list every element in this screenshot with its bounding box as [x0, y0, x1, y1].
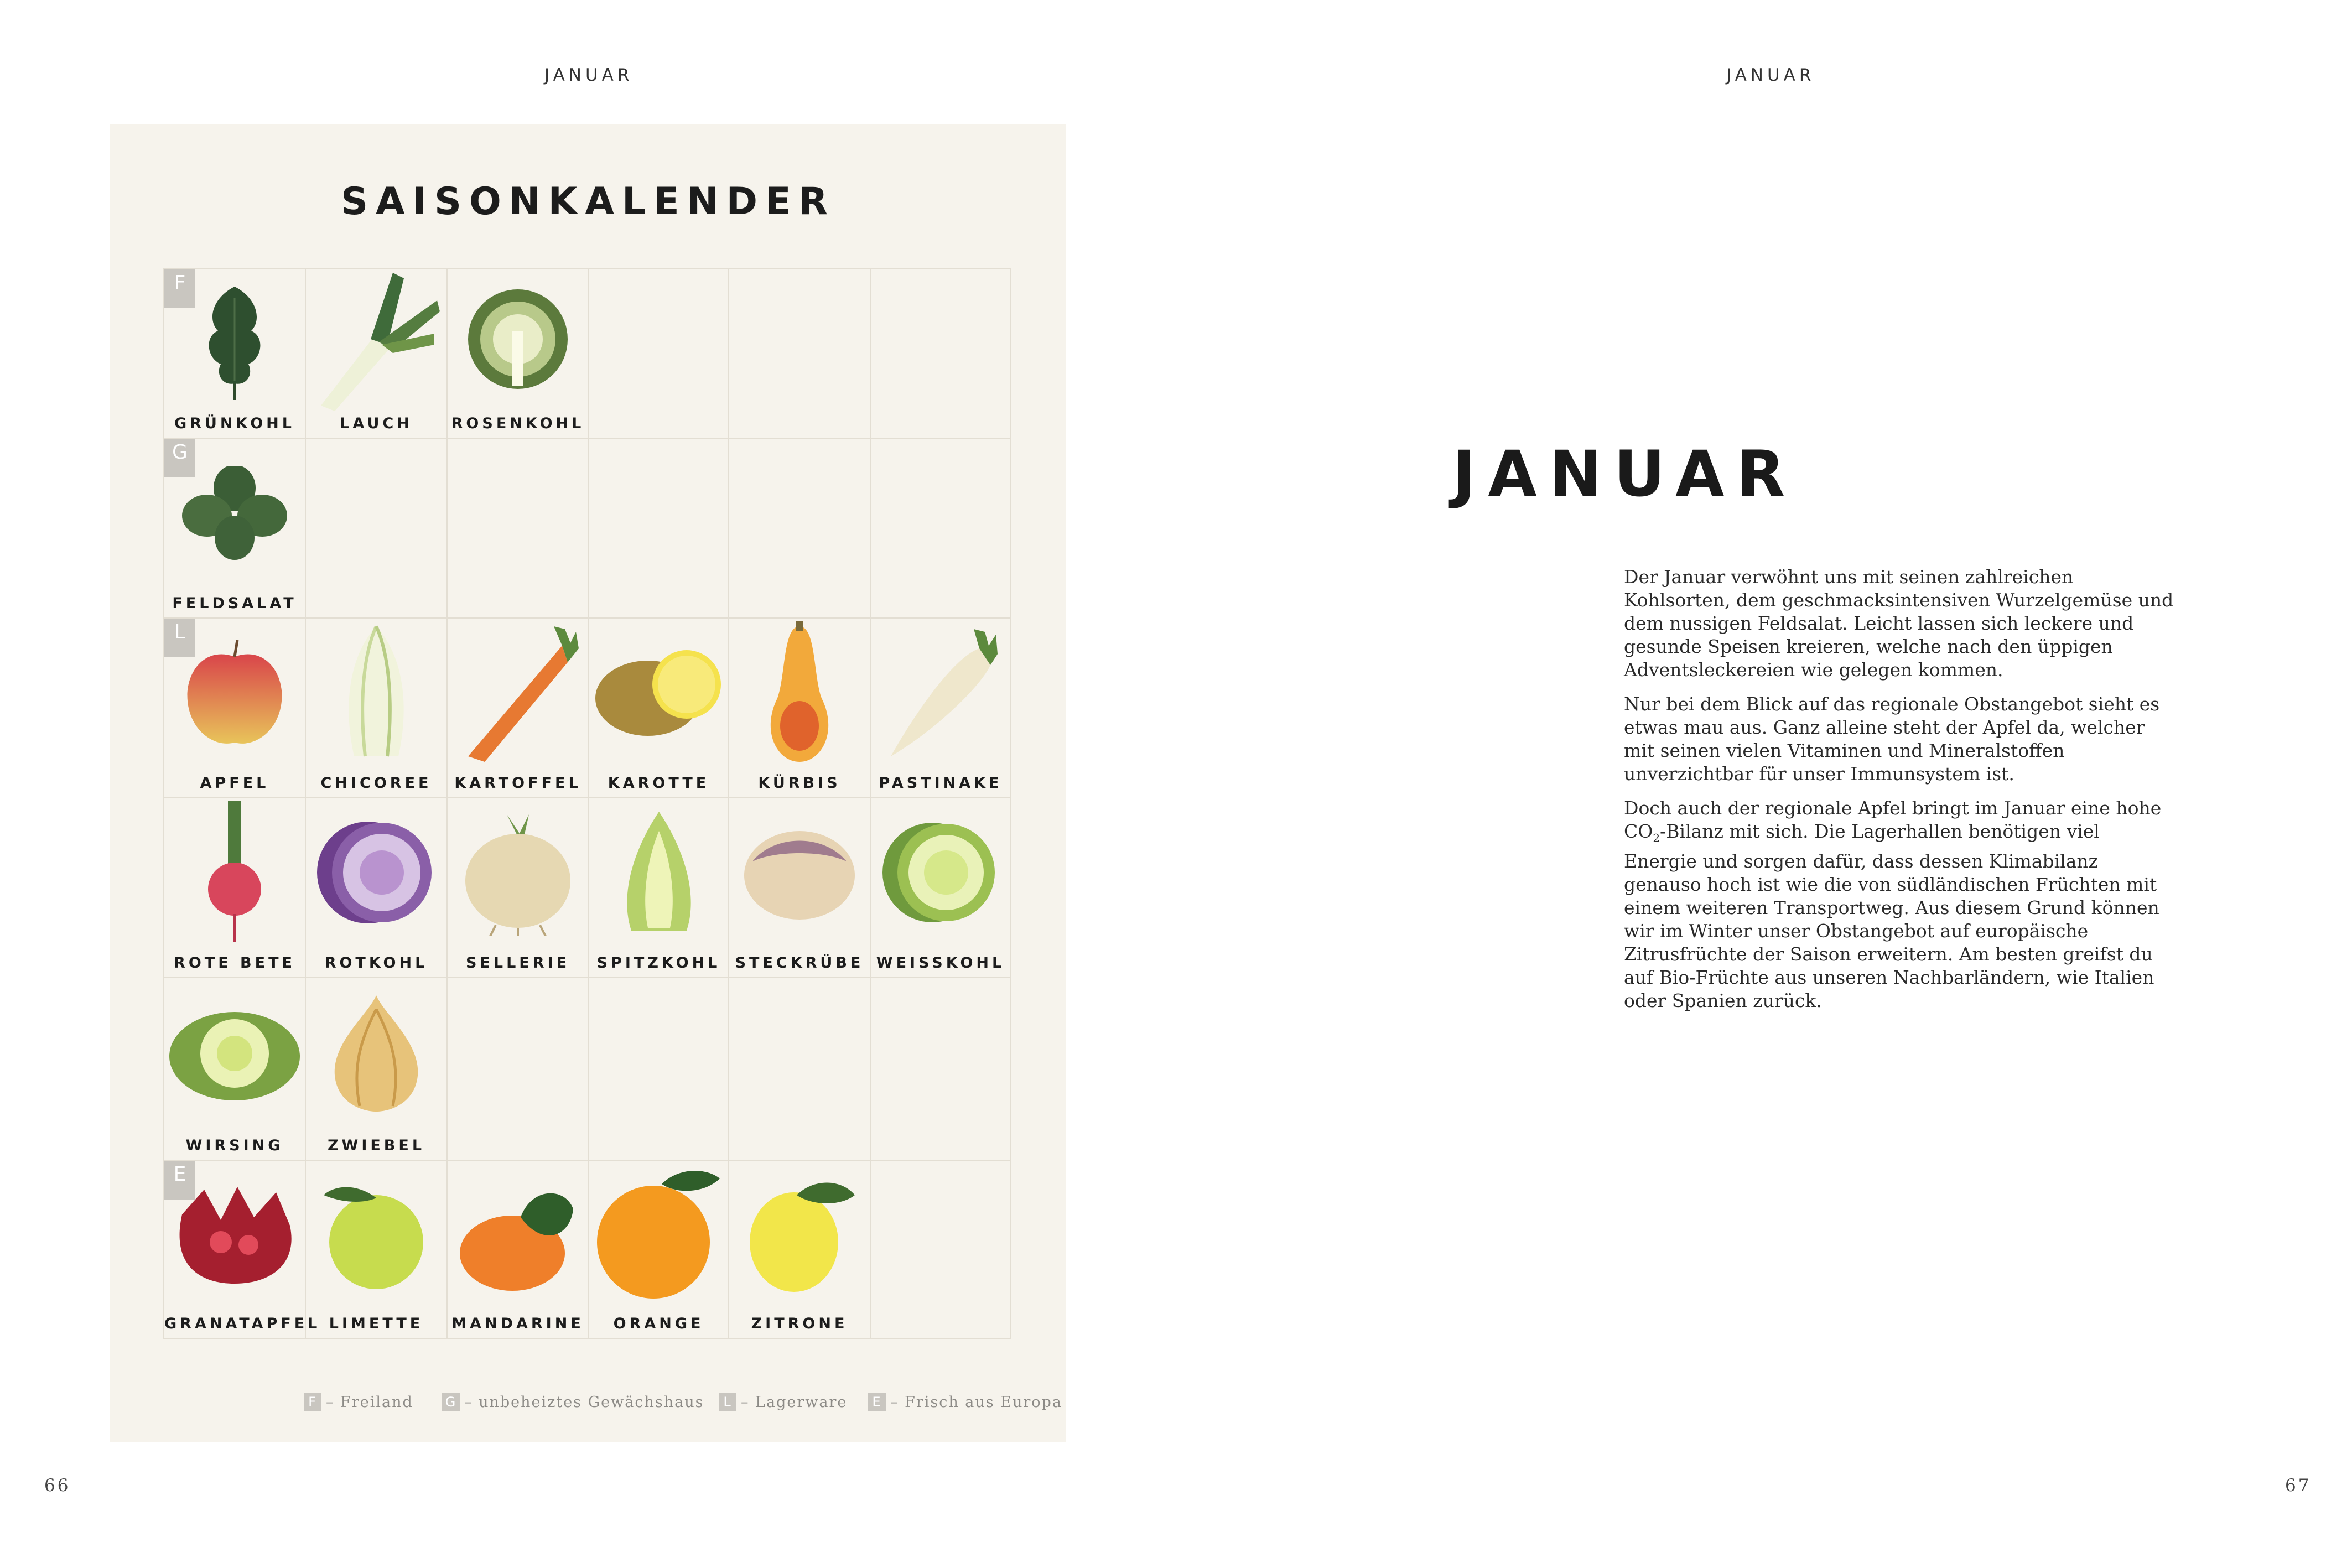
calendar-cell-feldsalat [163, 439, 305, 617]
produce-label: ZITRONE [751, 1315, 848, 1332]
calendar-grid [163, 268, 1011, 1339]
lime-icon [321, 1176, 432, 1294]
body-paragraph [1624, 797, 2177, 1013]
legend-item-lagerware [719, 1393, 847, 1411]
produce-label: KARTOFFEL [454, 775, 581, 792]
produce-label: APFEL [200, 775, 269, 792]
legend-badge: E [868, 1393, 886, 1411]
calendar-cell-rotkohl [305, 798, 446, 977]
produce-label: ROSENKOHL [451, 415, 585, 432]
legend-badge: G [442, 1393, 460, 1411]
chapter-body [1624, 565, 2177, 1024]
produce-label: KAROTTE [608, 775, 710, 792]
category-badge-e: E [164, 1161, 195, 1200]
calendar-cell-empty [446, 439, 588, 617]
produce-label: LIMETTE [329, 1315, 424, 1332]
lemon-icon [741, 1173, 858, 1297]
calendar-cell-mandarine [446, 1161, 588, 1338]
calendar-cell-orange [588, 1161, 728, 1338]
legend-text: – Frisch aus Europa [890, 1393, 1062, 1411]
calendar-cell-empty [870, 439, 1011, 617]
legend-text: – unbeheiztes Gewächshaus [464, 1393, 704, 1411]
calendar-cell-empty [870, 269, 1011, 438]
kale-icon [190, 276, 279, 405]
red-cabbage-icon [315, 820, 437, 927]
season-calendar [110, 124, 1066, 1442]
savoy-cabbage-icon [168, 1004, 301, 1105]
calendar-cell-kartoffel [446, 619, 588, 797]
calendar-cell-granatapfel [163, 1161, 321, 1338]
legend-text: – Lagerware [741, 1393, 848, 1411]
calendar-cell-limette [305, 1161, 446, 1338]
legend-badge: F [304, 1393, 321, 1411]
calendar-title: SAISONKALENDER [341, 180, 835, 224]
body-paragraph: Der Januar verwöhnt uns mit seinen zahlreichen Kohlsorten, dem geschmacksintensiven Wurzelgemüse und dem nussigen Feldsalat. Leicht lassen sich leckere und gesunde Speisen kreieren, welche nach den üppigen Adventsleckereien wie gelegen kommen. [1624, 566, 2174, 681]
legend-item-gewaechshaus [442, 1393, 704, 1411]
carrot-icon [457, 624, 579, 764]
calendar-legend [193, 1393, 1062, 1417]
produce-label: ORANGE [613, 1315, 704, 1332]
category-badge-f: F [164, 269, 195, 308]
calendar-cell-empty [588, 439, 728, 617]
category-badge-g: G [164, 439, 195, 477]
pomegranate-icon [171, 1181, 298, 1289]
chicory-icon [338, 624, 415, 764]
calendar-cell-sellerie [446, 798, 588, 977]
calendar-cell-empty [870, 1161, 1011, 1338]
calendar-cell-empty [728, 269, 870, 438]
produce-label: SELLERIE [465, 954, 570, 972]
calendar-row-gewaechshaus [163, 438, 1011, 617]
calendar-cell-empty [728, 978, 870, 1160]
body-text-span: -Bilanz mit sich. Die Lagerhallen benötigen viel Energie und sorgen dafür, dass dessen Klimabilanz genauso hoch ist wie die von südländischen Früchten mit einem weiteren Transportweg. Aus diesem Grund können wir im Winter unser Obstangebot auf europäische Zitrusfrüchte der Saison erweitern. Am besten greifst du auf Bio-Früchte aus unseren Nachbarländern, wie Italien oder Spanien zurück. [1624, 821, 2159, 1011]
legend-item-europa [868, 1393, 1062, 1411]
calendar-cell-weisskohl [870, 798, 1011, 977]
calendar-cell-zitrone [728, 1161, 870, 1338]
page-number-left: 66 [44, 1476, 71, 1496]
calendar-cell-steckruebe [728, 798, 870, 977]
calendar-row-lagerware-3 [163, 977, 1011, 1160]
produce-label: CHICOREE [320, 775, 432, 792]
calendar-cell-lauch [305, 269, 446, 438]
calendar-cell-pastinake [870, 619, 1011, 797]
calendar-cell-gruenkohl [163, 269, 305, 438]
running-head-left: JANUAR [544, 65, 634, 85]
produce-label: PASTINAKE [879, 775, 1003, 792]
body-paragraph: Nur bei dem Blick auf das regionale Obstangebot sieht es etwas mau aus. Ganz alleine steht der Apfel da, welcher mit seinen vielen Vitaminen und Mineralstoffen unverzichtbar für unser Immunsystem ist. [1624, 693, 2160, 785]
calendar-cell-chicoree [305, 619, 446, 797]
onion-icon [329, 993, 423, 1117]
produce-label: ZWIEBEL [327, 1137, 425, 1154]
subscript: 2 [1653, 831, 1660, 845]
running-head-right: JANUAR [1726, 65, 1815, 85]
produce-label: LAUCH [340, 415, 413, 432]
legend-item-freiland [304, 1393, 413, 1411]
leek-icon [310, 267, 443, 413]
butternut-squash-icon [761, 621, 838, 767]
calendar-row-lagerware-2 [163, 797, 1011, 977]
legend-text: – Freiland [326, 1393, 413, 1411]
produce-label: WIRSING [185, 1137, 284, 1154]
produce-label: GRANATAPFEL [164, 1315, 321, 1332]
calendar-cell-empty [728, 439, 870, 617]
calendar-cell-apfel [163, 619, 305, 797]
calendar-cell-spitzkohl [588, 798, 728, 977]
produce-label: KÜRBIS [758, 775, 841, 792]
calendar-cell-empty [446, 978, 588, 1160]
produce-label: ROTKOHL [324, 954, 428, 972]
body-text-span: Doch auch der regionale Apfel bringt im Januar eine hohe CO [1624, 797, 2162, 842]
mandarin-icon [460, 1176, 576, 1294]
lambs-lettuce-icon [182, 466, 287, 562]
produce-label: STECKRÜBE [735, 954, 864, 972]
chapter-title: JANUAR [1452, 437, 1798, 511]
page-number-right: 67 [2285, 1476, 2312, 1496]
calendar-cell-empty [588, 269, 728, 438]
white-cabbage-icon [880, 820, 1001, 927]
calendar-cell-rosenkohl [446, 269, 588, 438]
parsnip-icon [882, 624, 999, 764]
calendar-cell-wirsing [163, 978, 305, 1160]
pointed-cabbage-icon [617, 809, 700, 938]
brussels-sprout-icon [465, 287, 570, 394]
produce-label: FELDSALAT [172, 595, 297, 612]
calendar-row-europa [163, 1160, 1011, 1339]
calendar-cell-empty [588, 978, 728, 1160]
beetroot-icon [201, 801, 268, 947]
calendar-cell-empty [305, 439, 446, 617]
calendar-row-lagerware [163, 617, 1011, 797]
produce-label: MANDARINE [451, 1315, 584, 1332]
potato-icon [595, 646, 723, 742]
calendar-cell-zwiebel [305, 978, 446, 1160]
category-badge-l: L [164, 619, 195, 657]
legend-badge: L [719, 1393, 736, 1411]
calendar-row-freiland [163, 268, 1011, 438]
calendar-cell-rote-bete [163, 798, 305, 977]
calendar-cell-kuerbis [728, 619, 870, 797]
produce-label: WEISSKOHL [876, 954, 1005, 972]
celeriac-icon [463, 809, 573, 938]
produce-label: ROTE BETE [174, 954, 295, 972]
rutabaga-icon [741, 823, 858, 925]
calendar-cell-karotte [588, 619, 728, 797]
produce-label: SPITZKOHL [596, 954, 721, 972]
apple-icon [182, 635, 287, 753]
orange-icon [595, 1167, 723, 1302]
calendar-cell-empty [870, 978, 1011, 1160]
produce-label: GRÜNKOHL [174, 415, 295, 432]
